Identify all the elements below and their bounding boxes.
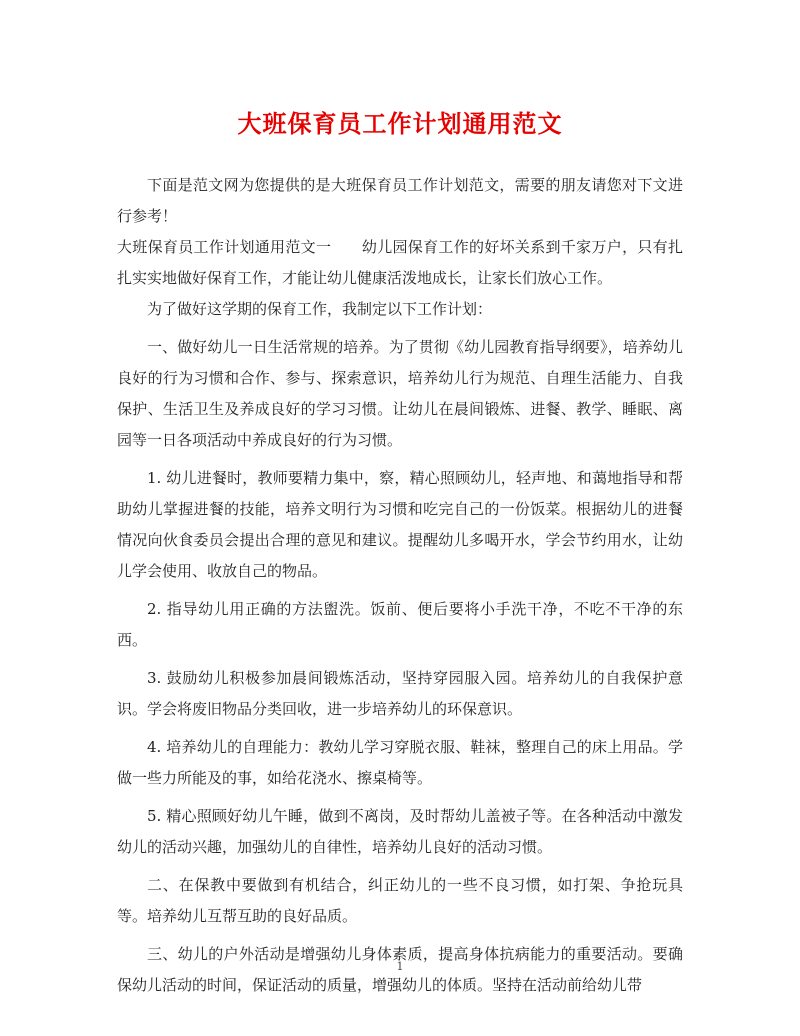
paragraph-point-2: 2. 指导幼儿用正确的方法盥洗。饭前、便后要将小手洗干净，不吃不干净的东西。	[117, 600, 683, 649]
paragraph-point-5: 5. 精心照顾好幼儿午睡，做到不离岗，及时帮幼儿盖被子等。在各种活动中激发幼儿的活动兴趣，加强幼儿的自律性，培养幼儿良好的活动习惯。	[117, 807, 683, 856]
paragraph-item-two: 二、在保教中要做到有机结合，纠正幼儿的一些不良习惯，如打架、争抢玩具等。培养幼儿互帮互助的良好品质。	[117, 876, 683, 925]
document-title: 大班保育员工作计划通用范文	[237, 109, 563, 138]
paragraph-point-3: 3. 鼓励幼儿积极参加晨间锻炼活动，坚持穿园服入园。培养幼儿的自我保护意识。学会将废旧物品分类回收，进一步培养幼儿的环保意识。	[117, 669, 683, 718]
paragraph-point-1: 1. 幼儿进餐时，教师要精力集中，察，精心照顾幼儿，轻声地、和蔼地指导和帮助幼儿掌握进餐的技能，培养文明行为习惯和吃完自己的一份饭菜。根据幼儿的进餐情况向伙食委员会提出合理的意见和建议。提醒幼儿多喝开水，学会节约用水，让幼儿学会使用、收放自己的物品。	[117, 469, 683, 580]
paragraph-item-three: 三、幼儿的户外活动是增强幼儿身体素质，提高身体抗病能力的重要活动。要确保幼儿活动的时间，保证活动的质量，增强幼儿的体质。坚持在活动前给幼儿带	[117, 945, 683, 994]
paragraph-item-one: 一、做好幼儿一日生活常规的培养。为了贯彻《幼儿园教育指导纲要》，培养幼儿良好的行为习惯和合作、参与、探索意识，培养幼儿行为规范、自理生活能力、自我保护、生活卫生及养成良好的学习习惯。让幼儿在晨间锻炼、进餐、教学、睡眠、离园等一日各项活动中养成良好的行为习惯。	[117, 338, 683, 449]
paragraph-intro: 下面是范文网为您提供的是大班保育员工作计划范文，需要的朋友请您对下文进行参考！	[117, 176, 683, 225]
page-number: 1	[396, 960, 404, 973]
document-body	[117, 170, 683, 1008]
paragraph-section-one: 大班保育员工作计划通用范文一 幼儿园保育工作的好坏关系到千家万户，只有扎扎实实地做好保育工作，才能让幼儿健康活泼地成长，让家长们放心工作。	[117, 238, 683, 287]
paragraph-plan-intro: 为了做好这学期的保育工作，我制定以下工作计划：	[147, 300, 493, 318]
paragraph-point-4: 4. 培养幼儿的自理能力：教幼儿学习穿脱衣服、鞋袜，整理自己的床上用品。学做一些力所能及的事，如给花浇水、擦桌椅等。	[117, 738, 683, 787]
